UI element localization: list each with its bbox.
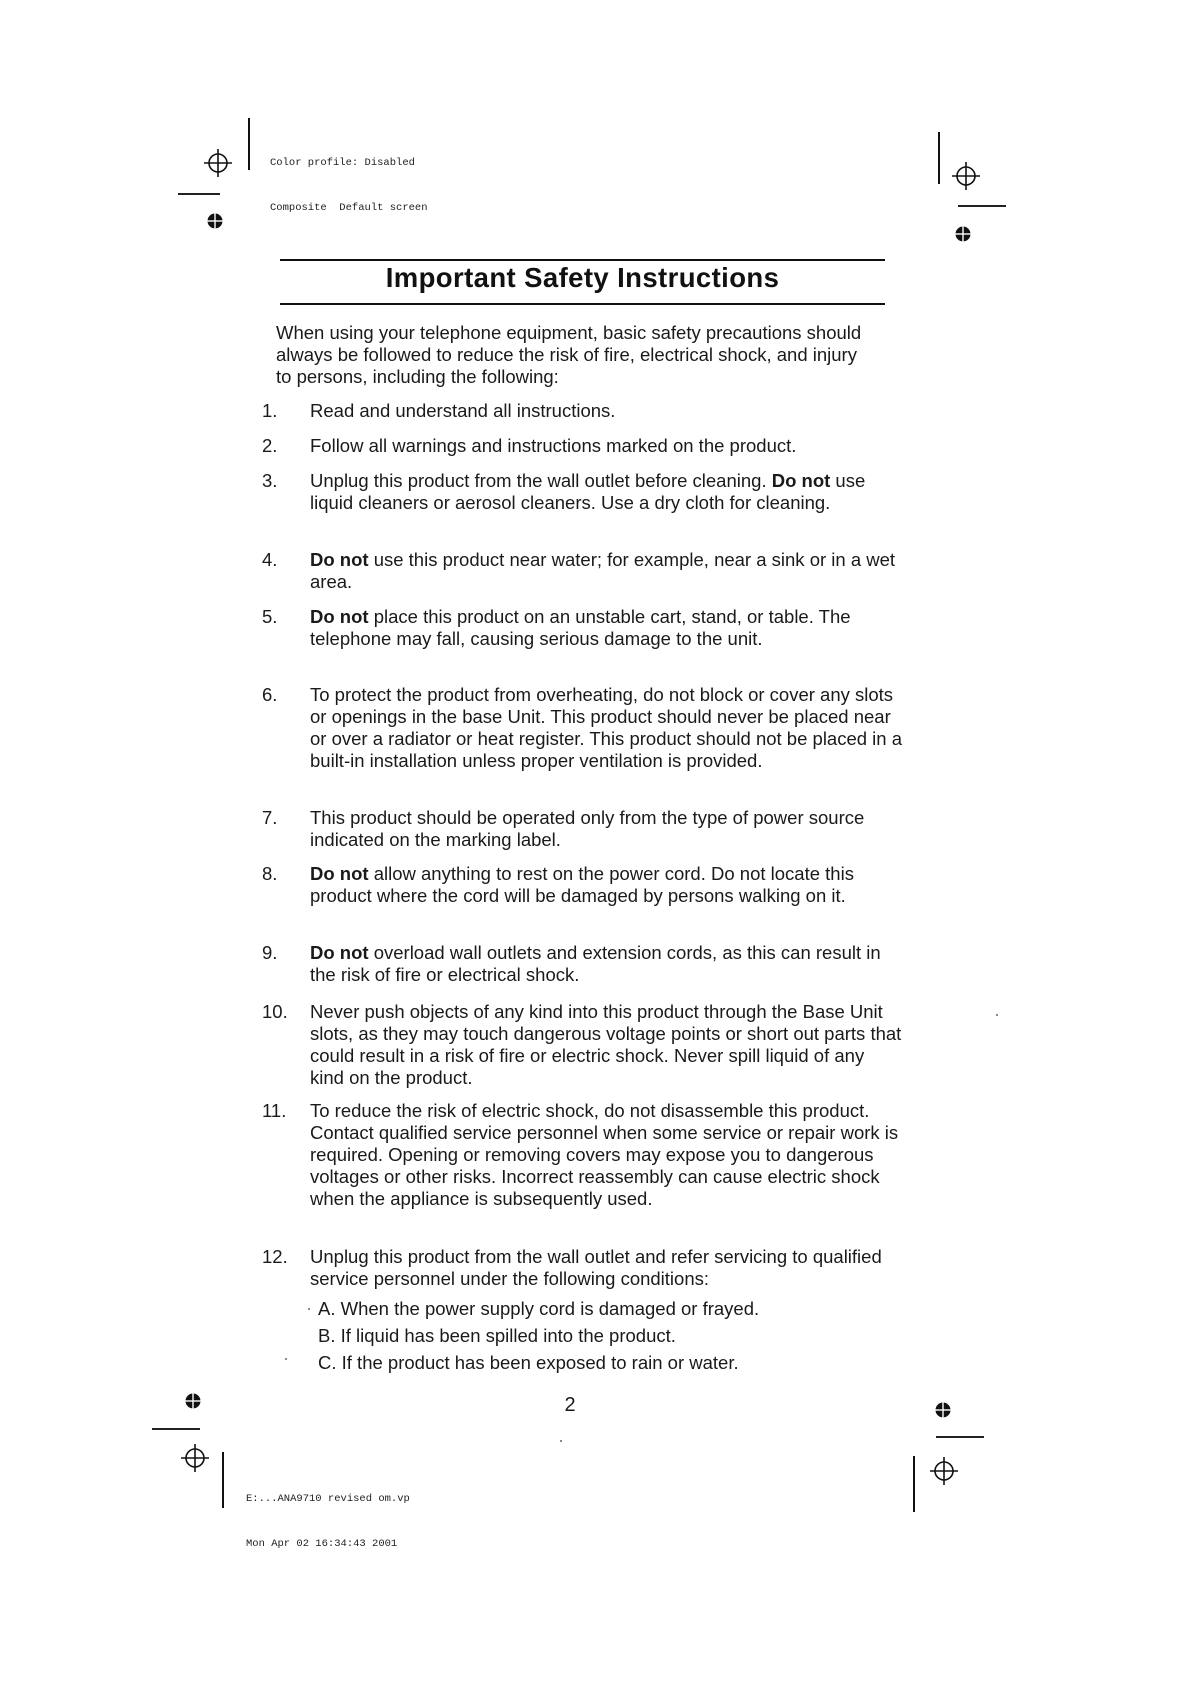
crop-mark-line	[913, 1456, 915, 1512]
item-text: To reduce the risk of electric shock, do not disassemble this product. Contact qualified service personnel when some service or repair work is required. Opening or removing covers may expose you to dangerous voltages or other risks. Incorrect reassembly can cause electric shock when the appliance is subsequently used.	[310, 1100, 899, 1209]
crop-mark-line	[178, 193, 220, 195]
sub-item-a: A. When the power supply cord is damaged or frayed.	[318, 1298, 760, 1319]
item-number: 12.	[262, 1246, 288, 1267]
item-number: 6.	[262, 684, 278, 705]
crop-mark-line	[936, 1436, 984, 1438]
crop-mark-line	[152, 1428, 200, 1430]
item-emphasis: Do not	[771, 470, 831, 491]
item-number: 10.	[262, 1001, 288, 1022]
item-number: 7.	[262, 807, 278, 828]
scan-speck	[285, 1358, 287, 1360]
item-number: 1.	[262, 400, 278, 421]
item-number: 2.	[262, 435, 278, 456]
item-number: 9.	[262, 942, 278, 963]
file-path-line: E:...ANA9710 revised om.vp	[246, 1493, 410, 1505]
crop-mark-line	[248, 118, 250, 170]
item-number: 5.	[262, 606, 278, 627]
page-title: Important Safety Instructions	[385, 262, 780, 293]
item-emphasis: Do not	[310, 549, 369, 570]
item-text: Unplug this product from the wall outlet and refer servicing to qualified service personnel under the following conditions:	[310, 1246, 882, 1289]
item-number: 4.	[262, 549, 278, 570]
item-text: Do not overload wall outlets and extension cords, as this can result in the risk of fire or electrical shock.	[310, 942, 881, 985]
item-emphasis: Do not	[310, 606, 369, 627]
crop-mark-line	[958, 205, 1006, 207]
title-bottom-rule	[280, 303, 885, 305]
item-text: Do not allow anything to rest on the power cord. Do not locate this product where the cord will be damaged by persons walking on it.	[310, 863, 854, 906]
item-emphasis: Do not	[310, 863, 369, 884]
registration-mark-icon	[180, 1443, 210, 1473]
crop-mark-line	[222, 1452, 224, 1508]
crop-mark-line	[938, 132, 940, 184]
item-text: Unplug this product from the wall outlet before cleaning. Do not use liquid cleaners or aerosol cleaners. Use a dry cloth for cleaning.	[310, 470, 866, 513]
target-dot-icon	[935, 1402, 951, 1418]
registration-mark-icon	[203, 148, 233, 178]
print-info-header	[270, 126, 428, 231]
scan-speck	[308, 1308, 310, 1310]
title-top-rule	[280, 259, 885, 261]
page-number: 2	[564, 1394, 576, 1416]
target-dot-icon	[207, 213, 223, 229]
item-text: Never push objects of any kind into this product through the Base Unit slots, as they may touch dangerous voltage points or short out parts that could result in a risk of fire or electric shock. Never spill liquid of any kind on the product.	[310, 1001, 902, 1088]
scan-speck	[560, 1440, 562, 1442]
item-number: 11.	[262, 1100, 287, 1121]
color-profile-line: Color profile: Disabled	[270, 157, 415, 169]
item-text: Do not use this product near water; for example, near a sink or in a wet area.	[310, 549, 896, 592]
item-text: Follow all warnings and instructions marked on the product.	[310, 435, 797, 456]
item-text: Do not place this product on an unstable cart, stand, or table. The telephone may fall, causing serious damage to the unit.	[310, 606, 851, 649]
item-number: 3.	[262, 470, 278, 491]
item-number: 8.	[262, 863, 278, 884]
item-text: This product should be operated only from the type of power source indicated on the marking label.	[310, 807, 865, 850]
sub-item-c: C. If the product has been exposed to rain or water.	[318, 1352, 739, 1373]
composite-line: Composite Default screen	[270, 202, 428, 214]
target-dot-icon	[185, 1393, 201, 1409]
intro-paragraph: When using your telephone equipment, basic safety precautions should always be followed to reduce the risk of fire, electrical shock, and injury to persons, including the following:	[276, 322, 862, 387]
item-text: Read and understand all instructions.	[310, 400, 616, 421]
item-text: To protect the product from overheating, do not block or cover any slots or openings in the base Unit. This product should never be placed near or over a radiator or heat register. This product should not be placed in a built-in installation unless proper ventilation is provided.	[310, 684, 903, 771]
print-info-footer	[246, 1462, 410, 1567]
timestamp-line: Mon Apr 02 16:34:43 2001	[246, 1538, 398, 1550]
registration-mark-icon	[929, 1456, 959, 1486]
target-dot-icon	[955, 226, 971, 242]
scan-speck	[996, 1014, 998, 1016]
item-emphasis: Do not	[310, 942, 369, 963]
registration-mark-icon	[951, 161, 981, 191]
sub-item-b: B. If liquid has been spilled into the product.	[318, 1325, 676, 1346]
